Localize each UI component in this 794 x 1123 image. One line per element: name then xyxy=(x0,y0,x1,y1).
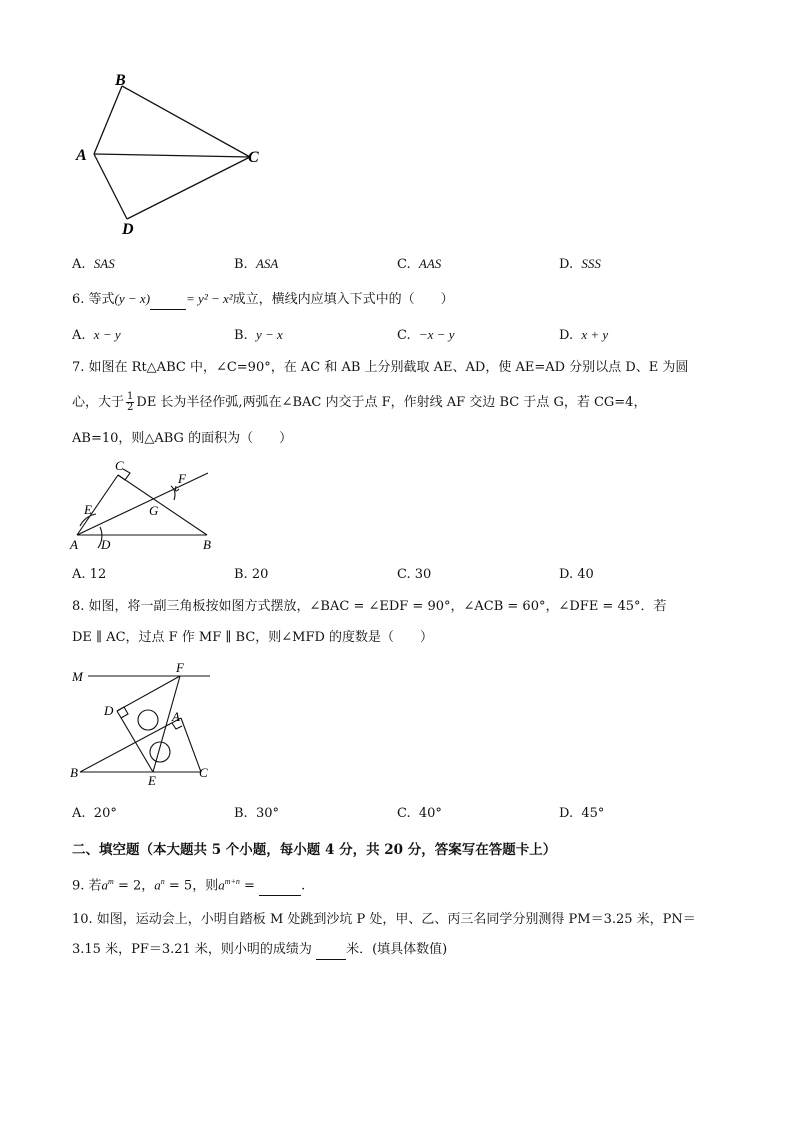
q7-label-g: G xyxy=(149,503,159,518)
q7-option-a[interactable]: A. 12 xyxy=(72,567,107,582)
q7-label-e: E xyxy=(84,502,92,517)
label-b: B xyxy=(115,72,126,89)
q8-option-d[interactable]: D. 45° xyxy=(559,806,605,821)
q10-line2: 3.15 米，PF＝3.21 米，则小明的成绩为 米．(填具体数值) xyxy=(72,941,447,960)
q6-expr: (y − x) xyxy=(114,291,151,306)
q8-line2: DE ∥ AC，过点 F 作 MF ∥ BC，则∠MFD 的度数是（ ） xyxy=(72,630,434,645)
q7-label-f: F xyxy=(178,471,186,486)
q8-label-f: F xyxy=(176,660,184,675)
q8-label-d: D xyxy=(104,703,114,718)
q7-label-a: A xyxy=(70,537,78,552)
q6-stem: 6. 等式(y − x) = y² − x²成立，横线内应填入下式中的（ ） xyxy=(72,290,454,310)
q6-blank[interactable] xyxy=(150,291,186,310)
q5-option-c[interactable]: C. AAS xyxy=(397,256,442,272)
q6-option-c[interactable]: C. −x − y xyxy=(397,327,455,343)
q8-figure xyxy=(68,660,218,790)
q8-label-e: E xyxy=(148,773,156,788)
q7-option-d[interactable]: D. 40 xyxy=(559,567,594,582)
q6-option-a[interactable]: A. x − y xyxy=(72,327,121,343)
q7-label-b: B xyxy=(203,537,211,552)
q8-label-b: B xyxy=(70,765,78,780)
q7-label-c: C xyxy=(115,458,124,473)
q6-option-b[interactable]: B. y − x xyxy=(234,327,283,343)
q7-fraction: $\frac{1}{2}$ xyxy=(127,391,134,413)
q9-stem: 9. 若$a^m = 2$，$a^n = 5$，则$a^{m+n}$ = . xyxy=(72,873,305,896)
q6-option-d[interactable]: D. x + y xyxy=(559,327,609,343)
q8-label-m: M xyxy=(72,669,83,684)
figure-quadrilateral-abcd xyxy=(70,68,270,240)
q5-option-d[interactable]: D. SSS xyxy=(559,256,601,272)
q8-option-b[interactable]: B. 30° xyxy=(234,806,279,821)
q7-line2: 心，大于 $\frac{1}{2}$ DE 长为半径作弧,两弧在∠BAC 内交于点 F，作射线 AF 交边 BC 于点 G，若 CG=4， xyxy=(72,391,647,413)
q5-option-a[interactable]: A. SAS xyxy=(72,256,115,272)
q10-answer-blank[interactable] xyxy=(316,941,346,960)
q10-line1: 10. 如图，运动会上，小明自踏板 M 处跳到沙坑 P 处，甲、乙、丙三名同学分别测得 PM＝3.25 米，PN＝ xyxy=(72,912,696,927)
q8-label-c: C xyxy=(199,765,208,780)
q7-option-c[interactable]: C. 30 xyxy=(397,567,432,582)
q7-figure xyxy=(68,456,218,552)
label-c: C xyxy=(248,149,259,166)
label-d: D xyxy=(122,221,134,238)
q8-label-a: A xyxy=(172,709,180,724)
q7-label-d: D xyxy=(101,537,111,552)
q8-option-c[interactable]: C. 40° xyxy=(397,806,442,821)
q7-line1: 7. 如图在 Rt△ABC 中，∠C=90°，在 AC 和 AB 上分别截取 AE、AD，使 AE=AD 分别以点 D、E 为圆 xyxy=(72,360,689,375)
q7-line3: AB=10，则△ABG 的面积为（ ） xyxy=(72,431,293,446)
q7-option-b[interactable]: B. 20 xyxy=(234,567,269,582)
label-a: A xyxy=(76,147,87,164)
q5-option-b[interactable]: B. ASA xyxy=(234,256,279,272)
section-fill-in-heading: 二、填空题（本大题共 5 个小题，每小题 4 分，共 20 分，答案写在答题卡上） xyxy=(72,842,557,858)
q8-option-a[interactable]: A. 20° xyxy=(72,806,117,821)
q8-line1: 8. 如图，将一副三角板按如图方式摆放，∠BAC = ∠EDF = 90°，∠ACB = 60°，∠DFE = 45°．若 xyxy=(72,599,667,614)
q9-answer-blank[interactable] xyxy=(259,877,301,896)
